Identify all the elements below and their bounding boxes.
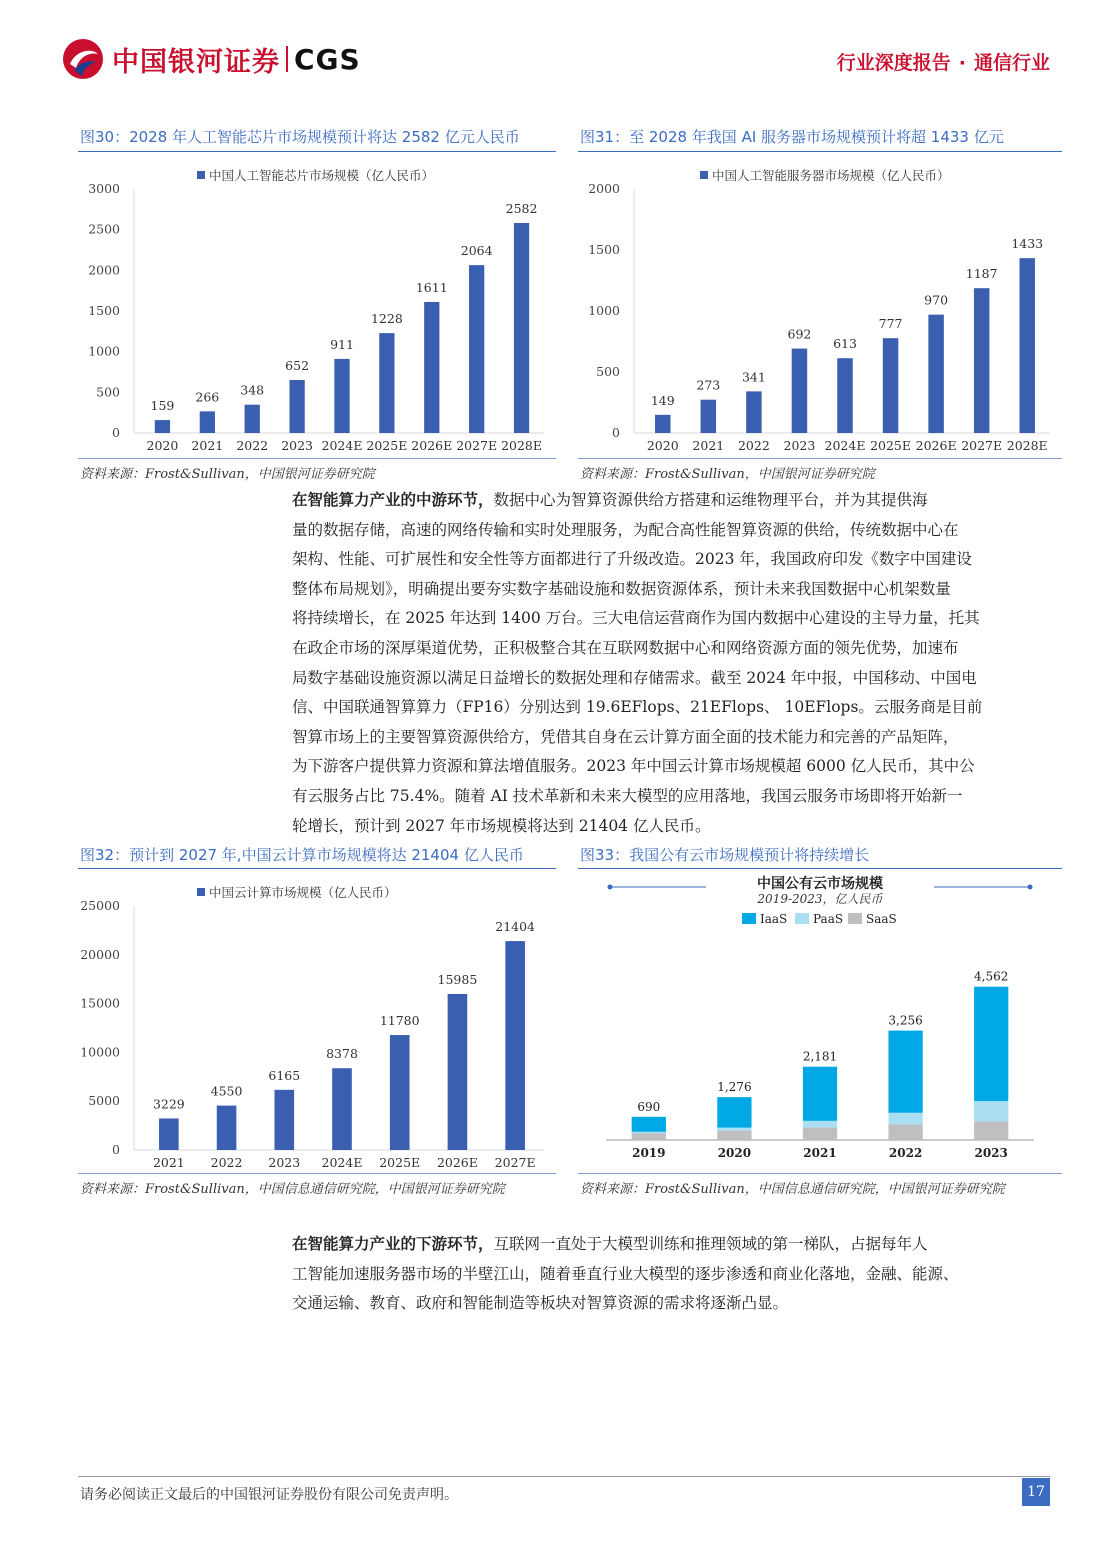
legend-label: PaaS bbox=[813, 912, 844, 926]
y-tick-label: 3000 bbox=[88, 181, 120, 196]
bar-segment-saas bbox=[717, 1131, 751, 1140]
y-tick-label: 15000 bbox=[80, 995, 120, 1011]
fig33-top-rule bbox=[578, 868, 1062, 869]
x-tick-label: 2024E bbox=[321, 1155, 363, 1170]
paragraph-line: 在智能算力产业的下游环节，互联网一直处于大模型训练和推理领域的第一梯队，占据每年人 bbox=[292, 1234, 928, 1253]
bar-segment-paas bbox=[632, 1132, 666, 1134]
bar bbox=[379, 333, 394, 433]
data-label: 692 bbox=[787, 326, 812, 342]
bar-segment-paas bbox=[717, 1128, 751, 1131]
y-tick-label: 1000 bbox=[88, 343, 120, 359]
legend-label: IaaS bbox=[760, 912, 788, 926]
y-tick-label: 1500 bbox=[588, 242, 620, 257]
y-tick-label: 0 bbox=[112, 425, 120, 440]
fig31-bottom-rule bbox=[578, 458, 1062, 459]
paragraph-line: 在政企市场的深厚渠道优势，正积极整合其在互联网数据中心和网络资源方面的领先优势，加速布 bbox=[292, 638, 959, 657]
data-label: 2582 bbox=[505, 200, 538, 216]
data-label: 1433 bbox=[1011, 236, 1044, 252]
paragraph-line: 有云服务占比 75.4%。随着 AI 技术革新和未来大模型的应用落地，我国云服务市场即将开始新一 bbox=[292, 786, 963, 805]
bar-segment-paas bbox=[974, 1101, 1008, 1121]
total-label: 690 bbox=[637, 1099, 661, 1114]
x-tick-label: 2027E bbox=[961, 438, 1003, 453]
x-tick-label: 2027E bbox=[494, 1155, 536, 1170]
bar bbox=[217, 1106, 237, 1150]
bar bbox=[655, 415, 670, 433]
legend-swatch bbox=[742, 913, 756, 924]
report-type: 行业深度报告 bbox=[836, 52, 951, 74]
data-label: 6165 bbox=[268, 1067, 301, 1083]
data-label: 2064 bbox=[460, 243, 493, 259]
x-tick-label: 2020 bbox=[646, 438, 679, 453]
x-tick-label: 2024E bbox=[824, 438, 866, 453]
title-left-dot bbox=[608, 885, 613, 890]
fig31-source: 资料来源：Frost&Sullivan，中国银河证券研究院 bbox=[580, 467, 875, 482]
data-label: 273 bbox=[696, 377, 721, 393]
bar-segment-saas bbox=[888, 1124, 922, 1140]
y-tick-label: 2000 bbox=[588, 181, 620, 196]
paragraph-line: 整体布局规划》，明确提出要夯实数字基础设施和数据资源体系，预计未来我国数据中心机架数量 bbox=[292, 579, 951, 598]
fig30-top-rule bbox=[78, 151, 556, 152]
legend-swatch bbox=[700, 171, 708, 179]
fig32-bottom-rule bbox=[78, 1173, 556, 1174]
fig33-chart bbox=[578, 872, 1062, 1172]
cgs-logo-icon bbox=[62, 38, 104, 80]
fig32-source: 资料来源：Frost&Sullivan，中国信息通信研究院，中国银河证券研究院 bbox=[80, 1182, 505, 1197]
paragraph-line: 交通运输、教育、政府和智能制造等板块对智算资源的需求将逐渐凸显。 bbox=[292, 1294, 789, 1313]
bar bbox=[514, 223, 529, 433]
bar-segment-iaas bbox=[632, 1117, 666, 1132]
bar bbox=[1019, 258, 1034, 433]
fig31-chart bbox=[578, 155, 1062, 455]
data-label: 11780 bbox=[379, 1013, 420, 1029]
bar bbox=[424, 302, 439, 433]
fig32-top-rule bbox=[78, 868, 556, 869]
fig32-title: 图32：预计到 2027 年,中国云计算市场规模将达 21404 亿人民币 bbox=[80, 846, 524, 864]
report-tag bbox=[837, 48, 1050, 75]
legend-label: 中国人工智能服务器市场规模（亿人民币） bbox=[712, 168, 950, 183]
bar-segment-saas bbox=[974, 1122, 1008, 1140]
fig33-bottom-rule bbox=[578, 1173, 1062, 1174]
data-label: 970 bbox=[924, 292, 949, 308]
paragraph-lead: 在智能算力产业的中游环节， bbox=[292, 490, 494, 509]
x-tick-label: 2026E bbox=[436, 1155, 478, 1170]
x-tick-label: 2021 bbox=[803, 1146, 837, 1160]
y-tick-label: 2000 bbox=[88, 262, 120, 278]
bar bbox=[332, 1068, 352, 1150]
x-tick-label: 2022 bbox=[888, 1146, 923, 1160]
bar bbox=[448, 994, 468, 1150]
industry-name: 通信行业 bbox=[973, 52, 1050, 74]
y-tick-label: 1500 bbox=[88, 303, 120, 318]
bar bbox=[928, 315, 943, 433]
x-tick-label: 2023 bbox=[281, 438, 314, 453]
fig30-chart bbox=[78, 155, 556, 455]
bar-segment-paas bbox=[888, 1113, 922, 1125]
x-tick-label: 2026E bbox=[411, 438, 453, 453]
y-tick-label: 500 bbox=[596, 364, 620, 379]
data-label: 1228 bbox=[370, 311, 403, 327]
legend-label: 中国人工智能芯片市场规模（亿人民币） bbox=[209, 168, 435, 183]
fig33-title: 图33：我国公有云市场规模预计将持续增长 bbox=[580, 846, 870, 864]
total-label: 4,562 bbox=[974, 969, 1009, 984]
x-tick-label: 2020 bbox=[717, 1146, 752, 1160]
y-tick-label: 25000 bbox=[80, 898, 120, 913]
total-label: 2,181 bbox=[802, 1049, 838, 1064]
fig30-title: 图30：2028 年人工智能芯片市场规模预计将达 2582 亿元人民币 bbox=[80, 128, 520, 146]
y-tick-label: 10000 bbox=[80, 1044, 120, 1060]
bar bbox=[469, 265, 484, 433]
y-tick-label: 2500 bbox=[88, 221, 120, 237]
bar bbox=[390, 1035, 410, 1150]
x-tick-label: 2021 bbox=[191, 438, 224, 453]
bar bbox=[289, 380, 304, 433]
data-label: 613 bbox=[833, 336, 857, 352]
chart-subtitle: 2019-2023，亿人民币 bbox=[757, 892, 883, 906]
y-tick-label: 500 bbox=[96, 384, 120, 400]
paragraph-downstream bbox=[292, 1229, 1050, 1319]
paragraph-line: 局数字基础设施资源以满足日益增长的数据处理和存储需求。截至 2024 年中报，中国移动、中国电 bbox=[292, 668, 977, 687]
bar-segment-iaas bbox=[803, 1067, 837, 1121]
data-label: 1611 bbox=[415, 279, 448, 295]
data-label: 15985 bbox=[437, 971, 478, 987]
data-label: 4550 bbox=[210, 1083, 243, 1099]
x-tick-label: 2025E bbox=[366, 438, 408, 453]
paragraph-midstream bbox=[292, 485, 1050, 841]
paragraph-line: 信、中国联通智算算力（FP16）分别达到 19.6EFlops、21EFlops、 10EFlops。云服务商是目前 bbox=[292, 698, 983, 717]
bar bbox=[746, 391, 761, 433]
data-label: 266 bbox=[195, 389, 220, 405]
data-label: 652 bbox=[285, 357, 310, 373]
x-tick-label: 2024E bbox=[321, 438, 363, 453]
data-label: 348 bbox=[240, 382, 265, 398]
x-tick-label: 2021 bbox=[692, 438, 725, 453]
legend-swatch bbox=[197, 888, 205, 896]
data-label: 149 bbox=[650, 392, 675, 408]
bar bbox=[792, 349, 807, 433]
paragraph-line: 轮增长，预计到 2027 年市场规模将达到 21404 亿人民币。 bbox=[292, 816, 711, 835]
data-label: 3229 bbox=[152, 1096, 185, 1112]
bar bbox=[155, 420, 170, 433]
logo-separator bbox=[286, 46, 288, 72]
x-tick-label: 2026E bbox=[915, 438, 957, 453]
bar bbox=[274, 1090, 294, 1150]
bar bbox=[837, 358, 852, 433]
data-label: 911 bbox=[330, 336, 354, 352]
x-tick-label: 2022 bbox=[737, 438, 770, 453]
fig31-top-rule bbox=[578, 151, 1062, 152]
y-tick-label: 0 bbox=[612, 425, 620, 440]
legend-swatch bbox=[795, 913, 809, 924]
y-tick-label: 20000 bbox=[80, 946, 120, 962]
x-tick-label: 2020 bbox=[146, 438, 179, 453]
data-label: 1187 bbox=[965, 266, 998, 282]
data-label: 341 bbox=[741, 369, 766, 385]
fig30-bottom-rule bbox=[78, 458, 556, 459]
x-tick-label: 2025E bbox=[379, 1155, 421, 1170]
bar bbox=[200, 411, 215, 433]
logo-chinese-name: 中国银河证券 bbox=[112, 46, 280, 78]
legend-swatch bbox=[848, 913, 862, 924]
data-label: 159 bbox=[150, 398, 175, 414]
y-tick-label: 5000 bbox=[88, 1093, 120, 1109]
paragraph-line: 工智能加速服务器市场的半壁江山，随着垂直行业大模型的逐步渗透和商业化落地，金融、能源、 bbox=[292, 1264, 959, 1283]
paragraph-line: 架构、性能、可扩展性和安全性等方面都进行了升级改造。2023 年，我国政府印发《数字中国建设 bbox=[292, 550, 972, 569]
bar-segment-iaas bbox=[717, 1097, 751, 1128]
paragraph-line: 将持续增长，在 2025 年达到 1400 万台。三大电信运营商作为国内数据中心建设的主导力量，托其 bbox=[292, 609, 980, 628]
bar-segment-paas bbox=[803, 1121, 837, 1128]
y-tick-label: 0 bbox=[112, 1142, 120, 1157]
x-tick-label: 2022 bbox=[210, 1155, 243, 1170]
paragraph-line: 量的数据存储，高速的网络传输和实时处理服务，为配合高性能智算资源的供给，传统数据中心在 bbox=[292, 520, 959, 539]
total-label: 1,276 bbox=[717, 1080, 752, 1095]
company-logo bbox=[62, 38, 361, 80]
data-label: 8378 bbox=[326, 1046, 358, 1062]
x-tick-label: 2023 bbox=[268, 1155, 301, 1170]
x-tick-label: 2021 bbox=[152, 1155, 185, 1170]
fig31-title: 图31：至 2028 年我国 AI 服务器市场规模预计将超 1433 亿元 bbox=[580, 128, 1004, 146]
x-tick-label: 2027E bbox=[456, 438, 498, 453]
legend-label: 中国云计算市场规模（亿人民币） bbox=[209, 885, 397, 900]
logo-english-name: CGS bbox=[294, 42, 361, 76]
legend-swatch bbox=[197, 171, 205, 179]
legend-label: SaaS bbox=[866, 912, 897, 926]
total-label: 3,256 bbox=[888, 1013, 923, 1028]
paragraph-line: 在智能算力产业的中游环节，数据中心为智算资源供给方搭建和运维物理平台，并为其提供海 bbox=[292, 490, 928, 509]
paragraph-line: 智算市场上的主要智算资源供给方，凭借其自身在云计算方面全面的技术能力和完善的产品矩阵， bbox=[292, 727, 959, 746]
paragraph-lead: 在智能算力产业的下游环节， bbox=[292, 1234, 494, 1253]
footer-disclaimer: 请务必阅读正文最后的中国银河证券股份有限公司免责声明。 bbox=[80, 1487, 458, 1503]
bar-segment-saas bbox=[632, 1133, 666, 1140]
bar bbox=[701, 400, 716, 433]
data-label: 21404 bbox=[495, 919, 536, 935]
bar-segment-iaas bbox=[974, 987, 1008, 1101]
x-tick-label: 2019 bbox=[632, 1146, 666, 1160]
title-right-dot bbox=[1028, 885, 1033, 890]
x-tick-label: 2028E bbox=[1006, 438, 1048, 453]
fig33-source: 资料来源：Frost&Sullivan，中国信息通信研究院，中国银河证券研究院 bbox=[580, 1182, 1005, 1197]
data-label: 777 bbox=[878, 316, 903, 332]
report-tag-separator: · bbox=[958, 52, 966, 74]
x-tick-label: 2025E bbox=[870, 438, 912, 453]
bar bbox=[245, 405, 260, 433]
x-tick-label: 2022 bbox=[236, 438, 269, 453]
page-number: 17 bbox=[1022, 1478, 1050, 1506]
bar-segment-iaas bbox=[888, 1031, 922, 1113]
paragraph-line: 为下游客户提供算力资源和算法增值服务。2023 年中国云计算市场规模超 6000 亿人民币，其中公 bbox=[292, 757, 975, 776]
bar bbox=[159, 1118, 179, 1150]
fig32-chart bbox=[78, 872, 556, 1172]
bar bbox=[334, 359, 349, 433]
x-tick-label: 2023 bbox=[783, 438, 816, 453]
y-tick-label: 1000 bbox=[588, 303, 620, 318]
bar bbox=[883, 338, 898, 433]
x-tick-label: 2023 bbox=[974, 1146, 1008, 1160]
bar bbox=[505, 941, 525, 1150]
chart-title: 中国公有云市场规模 bbox=[757, 876, 883, 892]
fig30-source: 资料来源：Frost&Sullivan，中国银河证券研究院 bbox=[80, 467, 375, 482]
x-tick-label: 2028E bbox=[501, 438, 543, 453]
bar bbox=[974, 288, 989, 433]
bar-segment-saas bbox=[803, 1128, 837, 1140]
footer-rule bbox=[78, 1476, 1050, 1477]
